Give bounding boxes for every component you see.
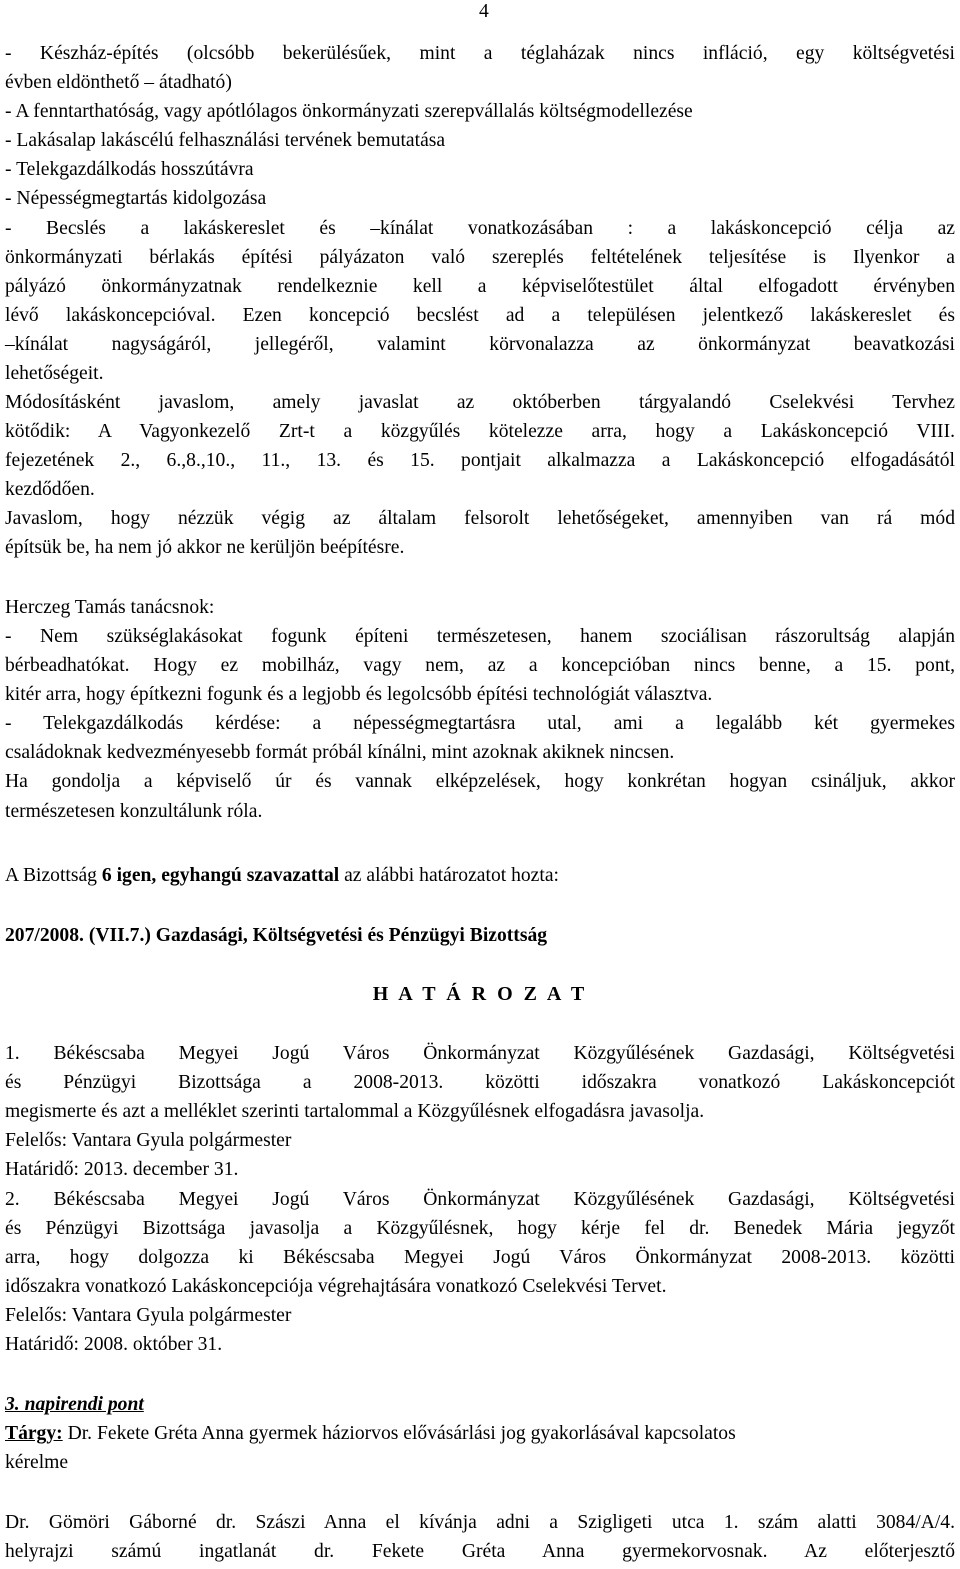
agenda-heading	[5, 1390, 955, 1419]
speaker-name: Herczeg Tamás tanácsnok:	[5, 597, 215, 618]
item-1-responsible: Felelős: Vantara Gyula polgármester	[5, 1130, 292, 1152]
text-line: Javaslom, hogy nézzük végig az általam felsorolt lehetőségeket, amennyiben van rá mód	[5, 508, 955, 530]
text-line: - Telekgazdálkodás kérdése: a népességmegtartásra utal, ami a legalább két gyermekes	[5, 713, 955, 735]
text-line: kitér arra, hogy építkezni fogunk és a legjobb és legolcsóbb építési technológiát választva.	[5, 684, 713, 706]
text-line: 2. Békéscsaba Megyei Jogú Város Önkormányzat Közgyűlésének Gazdasági, Költségvetési	[5, 1189, 955, 1210]
text-line: - Készház-építés (olcsóbb bekerülésűek, mint a téglaházak nincs infláció, egy költségvetési	[5, 43, 955, 64]
subject-label: Tárgy:	[5, 1423, 63, 1444]
text-line: kötődik: A Vagyonkezelő Zrt-t a közgyűlés kötelezze arra, hogy a Lakáskoncepció VIII.	[5, 421, 955, 443]
text-line: Ha gondolja a képviselő úr és vannak elképzelések, hogy konkrétan hogyan csináljuk, akkor	[5, 771, 955, 793]
closing-paragraph	[5, 1508, 955, 1566]
text-line: lehetőségeit.	[5, 363, 104, 385]
text-line: és Pénzügyi Bizottsága a 2008-2013. közötti időszakra vonatkozó Lakáskoncepciót	[5, 1072, 955, 1094]
text-line: családoknak kedvezményesebb formát próbál kínálni, mint azoknak akiknek nincsen.	[5, 742, 675, 764]
text-line: 1. Békéscsaba Megyei Jogú Város Önkormányzat Közgyűlésének Gazdasági, Költségvetési	[5, 1043, 955, 1064]
subject-continuation: kérelme	[5, 1452, 69, 1473]
resolution-item-2	[5, 1185, 955, 1360]
text-line: Módosításként javaslom, amely javaslat az októberben tárgyalandó Cselekvési Tervhez	[5, 392, 955, 413]
vote-statement	[5, 861, 955, 890]
text-line: fejezetének 2., 6.,8.,10., 11., 13. és 15. pontjait alkalmazza a Lakáskoncepció elfogadásától	[5, 450, 955, 472]
agenda-heading-text: 3. napirendi pont	[5, 1394, 144, 1415]
resolution-item-1	[5, 1039, 955, 1184]
text-line: arra, hogy dolgozza ki Békéscsaba Megyei Jogú Város Önkormányzat 2008-2013. közötti	[5, 1247, 955, 1269]
text-line: - A fenntarthatóság, vagy apótlólagos önkormányzati szerepvállalás költségmodellezése	[5, 101, 693, 123]
text-line: természetesen konzultálunk róla.	[5, 800, 263, 822]
text-line: lévő lakáskoncepcióval. Ezen koncepció becslést ad a településen jelentkező lakáskereslet és	[5, 304, 955, 326]
text-line: –kínálat nagyságáról, jellegéről, valamint körvonalazza az önkormányzat beavatkozási	[5, 333, 955, 355]
item-2-responsible: Felelős: Vantara Gyula polgármester	[5, 1305, 292, 1327]
text-line: helyrajzi számú ingatlanát dr. Fekete Gréta Anna gyermekorvosnak. Az előterjesztő	[5, 1541, 955, 1563]
vote-suffix: az alábbi határozatot hozta:	[339, 865, 559, 886]
text-line: bérbeadhatókat. Hogy ez mobilház, vagy nem, az a koncepcióban nincs benne, a 15. pont,	[5, 655, 955, 677]
text-line: - Népességmegtartás kidolgozása	[5, 188, 267, 210]
text-line: építsük be, ha nem jó akkor ne kerüljön beépítésre.	[5, 537, 405, 559]
text-line: - Nem szükséglakásokat fogunk építeni természetesen, hanem szociálisan rászorultság alapján	[5, 626, 955, 647]
subject-text: Dr. Fekete Gréta Anna gyermek háziorvos elővásárlási jog gyakorlásával kapcsolatos	[62, 1423, 736, 1444]
text-line: évben eldönthető – átadható)	[5, 72, 232, 94]
text-line: és Pénzügyi Bizottsága javasolja a Közgyűlésnek, hogy kérje fel dr. Benedek Mária jegyzőt	[5, 1218, 955, 1240]
item-1-deadline: Határidő: 2013. december 31.	[5, 1159, 239, 1181]
text-line: időszakra vonatkozó Lakáskoncepciója végrehajtására vonatkozó Cselekvési Tervet.	[5, 1276, 667, 1298]
text-line: önkormányzati bérlakás építési pályázaton való szereplés feltételének teljesítése is Ilyenkor a	[5, 246, 955, 268]
page-number: 4	[479, 1, 489, 22]
speaker-paragraph	[5, 622, 955, 826]
text-line: Dr. Gömöri Gáborné dr. Szászi Anna el kívánja adni a Szigligeti utca 1. szám alatti 3084/A/4.	[5, 1512, 955, 1533]
proposal-paragraph	[5, 388, 955, 563]
text-line: - Lakásalap lakáscélú felhasználási tervének bemutatása	[5, 130, 446, 152]
text-line: megismerte és azt a melléklet szerinti tartalommal a Közgyűlésnek elfogadásra javasolja.	[5, 1101, 705, 1123]
vote-result: 6 igen, egyhangú szavazattal	[101, 865, 340, 886]
vote-prefix: A Bizottság	[5, 865, 102, 886]
text-line: kezdődően.	[5, 479, 95, 501]
resolution-reference: 207/2008. (VII.7.) Gazdasági, Költségvetési és Pénzügyi Bizottság	[5, 925, 548, 946]
text-line: - Telekgazdálkodás hosszútávra	[5, 159, 254, 181]
resolution-title: H A T Á R O Z A T	[372, 983, 588, 1005]
subject-line	[5, 1419, 955, 1448]
intro-paragraph	[5, 39, 955, 388]
text-line: pályázó önkormányzatnak rendelkeznie kell a képviselőtestület által elfogadott érvényben	[5, 275, 955, 297]
text-line: - Becslés a lakáskereslet és –kínálat vonatkozásában : a lakáskoncepció célja az	[5, 217, 955, 239]
item-2-deadline: Határidő: 2008. október 31.	[5, 1334, 223, 1356]
